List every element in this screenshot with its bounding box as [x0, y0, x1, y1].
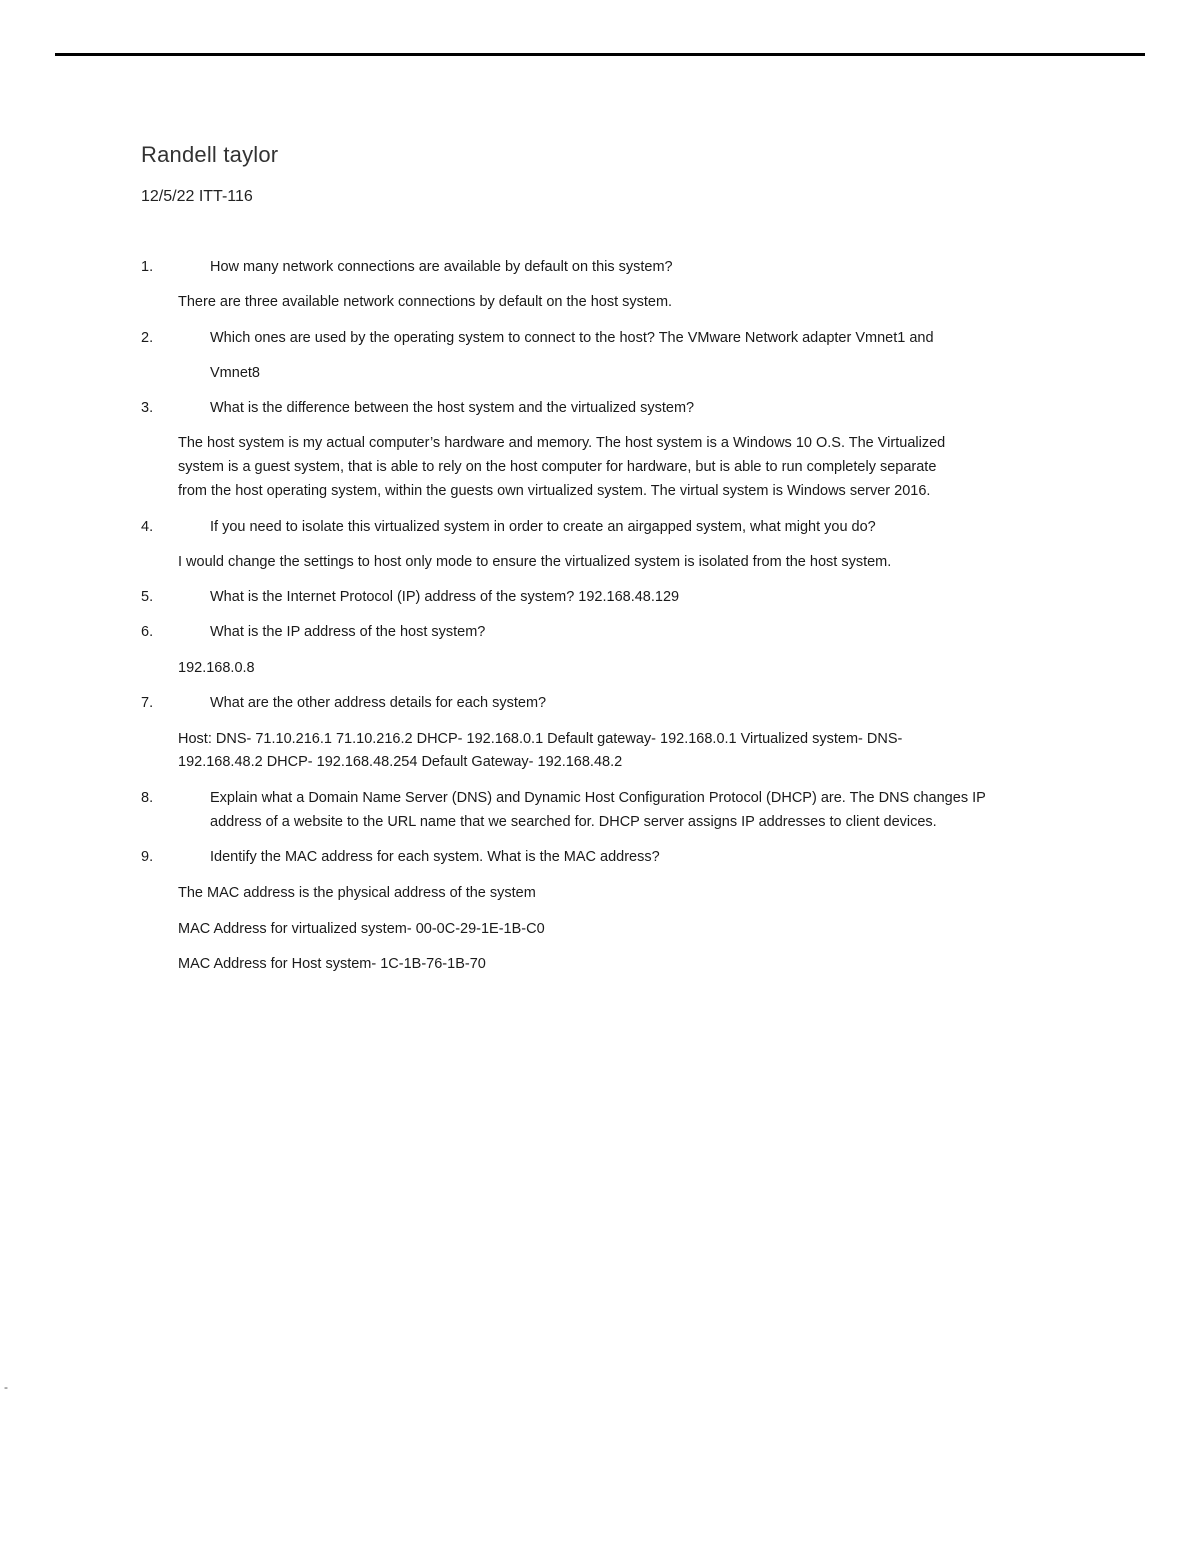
question-text: What is the IP address of the host system?: [210, 624, 486, 640]
author-name: Randell taylor: [141, 142, 279, 167]
question-text: Vmnet8: [210, 365, 260, 381]
item-number: 5.: [141, 589, 154, 605]
question-text: If you need to isolate this virtualized system in order to create an airgapped system, what might you do?: [210, 519, 876, 535]
answer-text: from the host operating system, within the guests own virtualized system. The virtual system is Windows server 2016.: [178, 483, 931, 499]
item-number: 2.: [141, 330, 154, 346]
item-number: 8.: [141, 790, 154, 806]
answer-text: Host: DNS- 71.10.216.1 71.10.216.2 DHCP- 192.168.0.1 Default gateway- 192.168.0.1 Virtualized system- DNS-: [178, 731, 903, 747]
footer-mark: -: [4, 1380, 8, 1394]
item-number: 4.: [141, 519, 154, 535]
answer-text: 192.168.48.2 DHCP- 192.168.48.254 Default Gateway- 192.168.48.2: [178, 754, 623, 770]
date-course: 12/5/22 ITT-116: [141, 188, 253, 205]
item-number: 6.: [141, 624, 154, 640]
question-text: What is the Internet Protocol (IP) address of the system? 192.168.48.129: [210, 589, 680, 605]
item-number: 3.: [141, 400, 154, 416]
question-text: How many network connections are available by default on this system?: [210, 259, 673, 275]
answer-text: There are three available network connections by default on the host system.: [178, 294, 673, 310]
answer-text: MAC Address for Host system- 1C-1B-76-1B-70: [178, 956, 486, 972]
question-text: address of a website to the URL name that we searched for. DHCP server assigns IP addresses to client devices.: [210, 814, 937, 830]
question-text: Explain what a Domain Name Server (DNS) and Dynamic Host Configuration Protocol (DHCP) are. The DNS changes IP: [210, 790, 986, 806]
item-number: 1.: [141, 259, 154, 275]
item-number: 7.: [141, 695, 154, 711]
answer-text: The host system is my actual computer’s hardware and memory. The host system is a Windows 10 O.S. The Virtualized: [178, 435, 946, 451]
answer-text: system is a guest system, that is able to rely on the host computer for hardware, but is able to run completely separate: [178, 459, 937, 475]
question-text: Identify the MAC address for each system. What is the MAC address?: [210, 849, 660, 865]
answer-text: MAC Address for virtualized system- 00-0C-29-1E-1B-C0: [178, 921, 545, 937]
answer-text: I would change the settings to host only mode to ensure the virtualized system is isolated from the host system.: [178, 554, 892, 570]
item-number: 9.: [141, 849, 154, 865]
question-text: What are the other address details for each system?: [210, 695, 547, 711]
question-text: Which ones are used by the operating system to connect to the host? The VMware Network adapter Vmnet1 and: [210, 330, 934, 346]
answer-text: The MAC address is the physical address of the system: [178, 885, 536, 901]
question-text: What is the difference between the host system and the virtualized system?: [210, 400, 695, 416]
answer-text: 192.168.0.8: [178, 660, 255, 676]
top-rule: [55, 53, 1145, 56]
